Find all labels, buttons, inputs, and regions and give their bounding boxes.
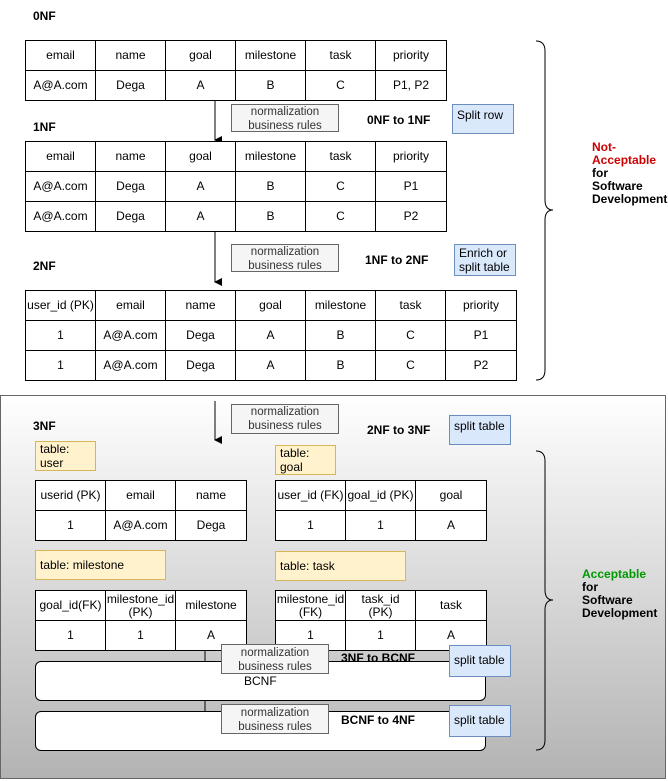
section-label-0nf: 0NF bbox=[33, 9, 56, 23]
rules-line: business rules bbox=[238, 661, 312, 673]
table-cell: C bbox=[306, 172, 376, 202]
header-cell: email bbox=[106, 481, 176, 511]
brace-not-acceptable bbox=[536, 41, 553, 380]
label-table-goal: table: goal bbox=[275, 445, 336, 475]
table-cell: A bbox=[236, 351, 306, 381]
table-cell: A@A.com bbox=[26, 202, 96, 232]
table-cell: A bbox=[176, 621, 247, 651]
header-cell: milestone bbox=[236, 142, 306, 172]
table-cell: 1 bbox=[346, 621, 416, 651]
header-cell: email bbox=[26, 41, 96, 71]
action-split-row: Split row bbox=[452, 104, 514, 134]
normalization-rules-box-5 bbox=[221, 704, 329, 734]
header-line: (FK) bbox=[298, 604, 323, 619]
table-1nf bbox=[25, 141, 447, 232]
table-cell: A bbox=[416, 511, 487, 541]
table-cell: 1 bbox=[36, 511, 106, 541]
header-cell: name bbox=[96, 41, 166, 71]
table-header-row bbox=[26, 41, 447, 71]
rules-line: normalization bbox=[250, 246, 320, 258]
table-cell: A bbox=[236, 321, 306, 351]
header-line: task_id bbox=[361, 591, 400, 606]
rules-line: business rules bbox=[248, 120, 322, 132]
table-cell: 1 bbox=[26, 321, 96, 351]
table-2nf bbox=[25, 290, 517, 381]
transition-label-1nf-2nf: 1NF to 2NF bbox=[365, 253, 429, 267]
table-row bbox=[26, 172, 447, 202]
rules-line: business rules bbox=[248, 420, 322, 432]
header-line: (PK) bbox=[368, 604, 393, 619]
not-acceptable-annotation bbox=[592, 141, 667, 206]
header-cell: task bbox=[306, 41, 376, 71]
table-cell: A bbox=[166, 202, 236, 232]
section-label-3nf: 3NF bbox=[33, 419, 56, 433]
table-cell: C bbox=[306, 71, 376, 101]
table-cell: Dega bbox=[166, 351, 236, 381]
table-header-row bbox=[276, 481, 487, 511]
rules-line: business rules bbox=[238, 721, 312, 733]
table-cell: C bbox=[306, 202, 376, 232]
table-cell: A@A.com bbox=[106, 511, 176, 541]
header-cell: task bbox=[376, 291, 446, 321]
table-cell: 1 bbox=[36, 621, 106, 651]
annotation-line: Software bbox=[592, 179, 643, 193]
normalization-rules-box-3 bbox=[231, 404, 339, 434]
transition-label-0nf-1nf: 0NF to 1NF bbox=[367, 113, 431, 127]
table-cell: Dega bbox=[176, 511, 247, 541]
rules-line: normalization bbox=[250, 106, 320, 118]
rules-line: normalization bbox=[240, 647, 310, 659]
table-cell: A@A.com bbox=[96, 351, 166, 381]
table-row bbox=[276, 511, 487, 541]
bcnf-label: BCNF bbox=[244, 674, 277, 688]
section-label-2nf: 2NF bbox=[33, 259, 56, 273]
table-cell: A bbox=[166, 172, 236, 202]
not-acceptable-line2: Acceptable bbox=[592, 153, 657, 167]
table-cell: B bbox=[306, 351, 376, 381]
normalization-rules-box-2 bbox=[231, 244, 339, 272]
table-row bbox=[36, 621, 247, 651]
table-row bbox=[36, 511, 247, 541]
header-cell: goal_id (PK) bbox=[346, 481, 416, 511]
header-cell: name bbox=[166, 291, 236, 321]
table-cell: A bbox=[166, 71, 236, 101]
table-header-row bbox=[36, 591, 247, 621]
header-cell bbox=[176, 591, 247, 621]
table-cell: B bbox=[236, 71, 306, 101]
header-cell: user_id (FK) bbox=[276, 481, 346, 511]
header-cell: name bbox=[176, 481, 247, 511]
table-header-row bbox=[36, 481, 247, 511]
table-goal bbox=[275, 480, 487, 541]
table-user bbox=[35, 480, 247, 541]
table-header-row bbox=[26, 142, 447, 172]
action-split-table-bcnf: split table bbox=[449, 645, 511, 677]
table-cell: B bbox=[306, 321, 376, 351]
table-cell: P1, P2 bbox=[376, 71, 447, 101]
header-line: milestone bbox=[185, 598, 237, 612]
normalization-rules-box-1 bbox=[231, 104, 339, 132]
table-cell: C bbox=[376, 321, 446, 351]
table-header-row bbox=[26, 291, 517, 321]
header-line: milestone_id bbox=[276, 591, 345, 606]
transition-label-2nf-3nf: 2NF to 3NF bbox=[367, 423, 431, 437]
table-row bbox=[26, 202, 447, 232]
table-0nf bbox=[25, 40, 447, 101]
table-row bbox=[26, 351, 517, 381]
normalization-rules-box-4 bbox=[221, 644, 329, 674]
table-cell: A bbox=[416, 621, 487, 651]
label-table-user: table: user bbox=[35, 441, 96, 471]
annotation-line: Software bbox=[582, 593, 633, 607]
acceptable-line1: Acceptable bbox=[582, 567, 647, 581]
table-cell: 1 bbox=[346, 511, 416, 541]
table-cell: P2 bbox=[376, 202, 447, 232]
section-label-1nf: 1NF bbox=[33, 120, 56, 134]
action-enrich-or-split bbox=[454, 244, 516, 276]
transition-label-bcnf-4nf: BCNF to 4NF bbox=[341, 713, 415, 727]
table-cell: A@A.com bbox=[96, 321, 166, 351]
annotation-line: for bbox=[582, 580, 598, 594]
table-cell: 1 bbox=[106, 621, 176, 651]
table-cell: 1 bbox=[26, 351, 96, 381]
header-cell bbox=[416, 591, 487, 621]
header-cell: priority bbox=[446, 291, 517, 321]
label-table-milestone: table: milestone bbox=[35, 550, 166, 580]
table-cell: Dega bbox=[96, 172, 166, 202]
action-split-table-3nf: split table bbox=[449, 415, 511, 445]
annotation-line: Development bbox=[592, 192, 668, 206]
acceptable-annotation bbox=[582, 568, 657, 620]
header-cell: milestone bbox=[306, 291, 376, 321]
table-cell: 1 bbox=[276, 621, 346, 651]
table-cell: B bbox=[236, 172, 306, 202]
annotation-line: for bbox=[592, 166, 608, 180]
table-cell: C bbox=[376, 351, 446, 381]
header-cell: goal bbox=[236, 291, 306, 321]
table-header-row bbox=[276, 591, 487, 621]
header-cell: user_id (PK) bbox=[26, 291, 96, 321]
action-split-table-4nf: split table bbox=[449, 705, 511, 737]
rules-line: normalization bbox=[250, 406, 320, 418]
header-cell: goal bbox=[166, 142, 236, 172]
table-milestone bbox=[35, 590, 247, 651]
action-line: split table bbox=[459, 260, 510, 274]
not-acceptable-line1: Not- bbox=[592, 140, 616, 154]
rules-line: normalization bbox=[240, 707, 310, 719]
header-line: (PK) bbox=[128, 604, 153, 619]
table-cell: B bbox=[236, 202, 306, 232]
header-cell: task bbox=[306, 142, 376, 172]
header-cell bbox=[36, 591, 106, 621]
table-cell: A@A.com bbox=[26, 71, 96, 101]
annotation-line: Development bbox=[582, 606, 658, 620]
action-line: Enrich or bbox=[459, 246, 508, 260]
header-cell: email bbox=[26, 142, 96, 172]
header-line: goal_id(FK) bbox=[39, 598, 102, 612]
table-cell: Dega bbox=[96, 202, 166, 232]
header-cell bbox=[106, 591, 176, 621]
table-cell: Dega bbox=[96, 71, 166, 101]
table-task bbox=[275, 590, 487, 651]
header-cell: goal bbox=[416, 481, 487, 511]
header-cell: userid (PK) bbox=[36, 481, 106, 511]
header-cell: priority bbox=[376, 142, 447, 172]
table-cell: 1 bbox=[276, 511, 346, 541]
header-cell bbox=[276, 591, 346, 621]
header-cell: goal bbox=[166, 41, 236, 71]
table-cell: P2 bbox=[446, 351, 517, 381]
table-row bbox=[26, 321, 517, 351]
table-cell: Dega bbox=[166, 321, 236, 351]
rules-line: business rules bbox=[248, 260, 322, 272]
table-cell: P1 bbox=[376, 172, 447, 202]
header-cell: priority bbox=[376, 41, 447, 71]
transition-label-3nf-bcnf: 3NF to BCNF bbox=[341, 651, 415, 665]
header-cell: milestone bbox=[236, 41, 306, 71]
header-line: milestone_id bbox=[106, 591, 175, 606]
header-line: task bbox=[439, 598, 462, 612]
header-cell: email bbox=[96, 291, 166, 321]
table-row bbox=[26, 71, 447, 101]
table-cell: A@A.com bbox=[26, 172, 96, 202]
header-cell bbox=[346, 591, 416, 621]
table-cell: P1 bbox=[446, 321, 517, 351]
brace-acceptable bbox=[536, 451, 553, 750]
header-cell: name bbox=[96, 142, 166, 172]
label-table-task: table: task bbox=[275, 551, 406, 581]
